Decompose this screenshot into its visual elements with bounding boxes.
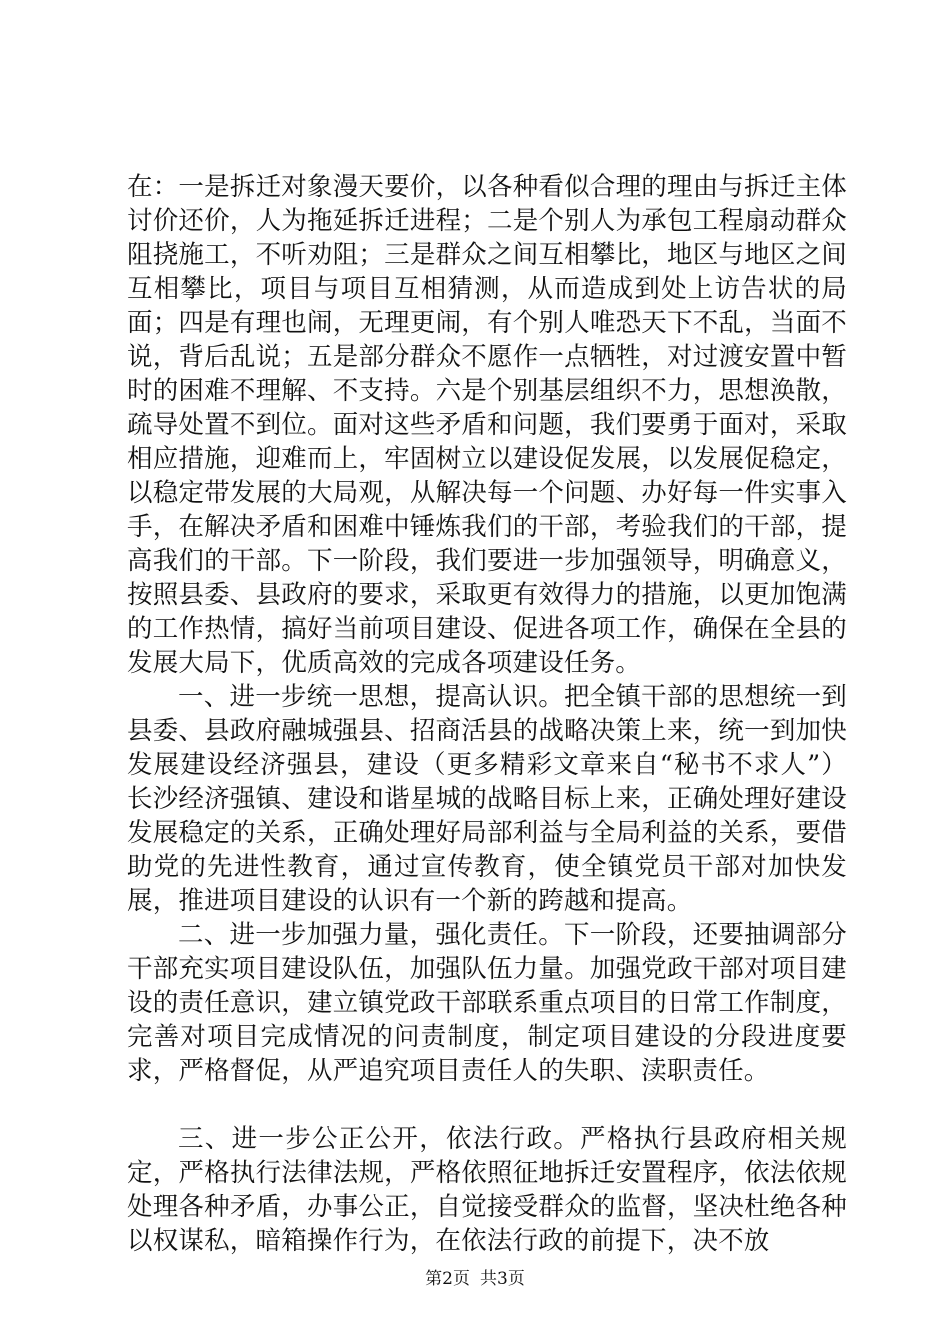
page-number-total: 共3页 — [480, 1269, 525, 1289]
paragraph-section-two: 二、进一步加强力量，强化责任。下一阶段，还要抽调部分干部充实项目建设队伍，加强队伍力量。加强党政干部对项目建设的责任意识，建立镇党政干部联系重点项目的日常工作制度，完善对项目完成情况的问责制度，制定项目建设的分段进度要求，严格督促，从严追究项目责任人的失职、渎职责任。 — [127, 920, 847, 1086]
paragraph-section-three: 三、进一步公正公开，依法行政。严格执行县政府相关规定，严格执行法律法规，严格依照征地拆迁安置程序，依法依规处理各种矛盾，办事公正，自觉接受群众的监督，坚决杜绝各种以权谋私，暗箱操作行为，在依法行政的前提下，决不放 — [127, 1124, 847, 1256]
page-number-current: 第2页 — [425, 1269, 470, 1289]
page-footer — [0, 1268, 950, 1290]
document-body — [127, 170, 847, 1258]
paragraph-section-one: 一、进一步统一思想，提高认识。把全镇干部的思想统一到县委、县政府融城强县、招商活县的战略决策上来，统一到加快发展建设经济强县，建设（更多精彩文章来自“秘书不求人”）长沙经济强镇、建设和谐星城的战略目标上来，正确处理好建设发展稳定的关系，正确处理好局部利益与全局利益的关系，要借助党的先进性教育，通过宣传教育，使全镇党员干部对加快发展，推进项目建设的认识有一个新的跨越和提高。 — [127, 682, 847, 916]
paragraph-spacer — [127, 1088, 847, 1122]
paragraph-continuation: 在：一是拆迁对象漫天要价，以各种看似合理的理由与拆迁主体讨价还价，人为拖延拆迁进程；二是个别人为承包工程扇动群众阻挠施工，不听劝阻；三是群众之间互相攀比，地区与地区之间互相攀比，项目与项目互相猜测，从而造成到处上访告状的局面；四是有理也闹，无理更闹，有个别人唯恐天下不乱，当面不说，背后乱说；五是部分群众不愿作一点牺牲，对过渡安置中暂时的困难不理解、不支持。六是个别基层组织不力，思想涣散，疏导处置不到位。面对这些矛盾和问题，我们要勇于面对，采取相应措施，迎难而上，牢固树立以建设促发展，以发展促稳定，以稳定带发展的大局观，从解决每一个问题、办好每一件实事入手，在解决矛盾和困难中锤炼我们的干部，考验我们的干部，提高我们的干部。下一阶段，我们要进一步加强领导，明确意义，按照县委、县政府的要求，采取更有效得力的措施，以更加饱满的工作热情，搞好当前项目建设、促进各项工作，确保在全县的发展大局下，优质高效的完成各项建设任务。 — [127, 172, 847, 678]
